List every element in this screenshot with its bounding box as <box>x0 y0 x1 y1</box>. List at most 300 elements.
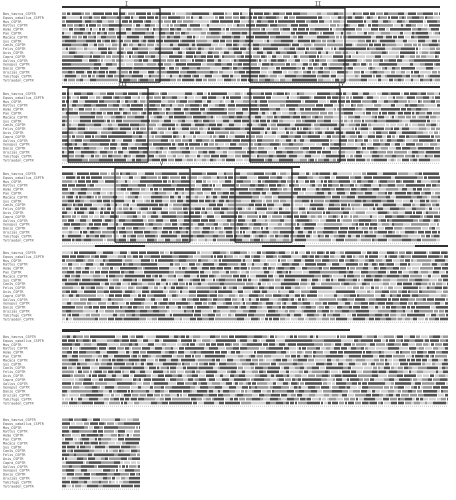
residue-segment <box>309 131 311 134</box>
residue-segment <box>274 204 279 207</box>
residue-segment <box>122 20 126 23</box>
residue-segment <box>357 147 361 150</box>
residue-segment <box>361 63 366 66</box>
residue-segment <box>411 239 417 242</box>
residue-segment <box>332 79 334 82</box>
domain-label: I <box>125 1 129 8</box>
residue-segment <box>407 120 410 123</box>
residue-segment <box>80 231 82 234</box>
residue-segment <box>64 108 67 111</box>
residue-segment <box>412 255 417 258</box>
residue-segment <box>227 63 232 66</box>
residue-segment <box>205 75 210 78</box>
residue-segment <box>335 51 341 54</box>
residue-segment <box>250 112 255 115</box>
residue-segment <box>312 172 316 175</box>
residue-segment <box>288 59 295 62</box>
residue-segment <box>202 172 206 175</box>
residue-segment <box>189 263 195 266</box>
residue-segment <box>275 32 280 35</box>
residue-segment <box>260 139 262 142</box>
residue-segment <box>102 120 104 123</box>
residue-segment <box>98 44 104 47</box>
residue-segment <box>367 75 372 78</box>
residue-segment <box>332 239 336 242</box>
residue-segment <box>199 28 202 31</box>
residue-segment <box>94 67 99 70</box>
residue-segment <box>120 215 127 218</box>
residue-segment <box>147 235 149 238</box>
residue-segment <box>280 172 286 175</box>
residue-segment <box>89 215 93 218</box>
residue-segment <box>395 208 399 211</box>
residue-segment <box>153 211 156 214</box>
residue-segment <box>173 204 178 207</box>
residue-segment <box>338 96 345 99</box>
residue-segment <box>209 28 215 31</box>
residue-segment <box>292 51 296 54</box>
residue-segment <box>69 147 73 150</box>
residue-segment <box>234 120 241 123</box>
residue-segment <box>97 259 103 262</box>
residue-segment <box>356 192 363 195</box>
residue-segment <box>138 172 145 175</box>
residue-segment <box>313 63 317 66</box>
sequence-name: Rattus_CSPTR <box>3 262 28 267</box>
residue-segment <box>402 239 404 242</box>
residue-segment <box>280 231 287 234</box>
residue-segment <box>297 271 302 274</box>
residue-segment <box>305 259 312 262</box>
residue-segment <box>305 223 310 226</box>
residue-segment <box>421 271 428 274</box>
residue-segment <box>206 108 208 111</box>
residue-segment <box>193 231 200 234</box>
residue-segment <box>155 32 159 35</box>
residue-segment <box>190 227 195 230</box>
residue-segment <box>257 104 260 107</box>
residue-segment <box>365 36 371 39</box>
residue-segment <box>400 267 406 270</box>
residue-segment <box>394 24 401 27</box>
residue-segment <box>330 20 332 23</box>
residue-segment <box>190 251 196 254</box>
residue-segment <box>334 255 341 258</box>
residue-segment <box>118 55 124 58</box>
residue-segment <box>117 188 121 191</box>
residue-segment <box>137 63 141 66</box>
residue-segment <box>377 92 382 95</box>
residue-segment <box>423 12 430 15</box>
residue-segment <box>214 231 219 234</box>
residue-segment <box>425 208 428 211</box>
residue-segment <box>204 44 209 47</box>
residue-segment <box>152 208 158 211</box>
residue-segment <box>283 71 285 74</box>
residue-segment <box>164 176 167 179</box>
residue-segment <box>164 63 171 66</box>
residue-segment <box>214 55 219 58</box>
residue-segment <box>317 63 319 66</box>
residue-segment <box>430 172 434 175</box>
residue-segment <box>309 172 311 175</box>
residue-segment <box>69 48 76 51</box>
residue-segment <box>158 151 162 154</box>
residue-segment <box>354 275 358 278</box>
residue-segment <box>230 28 237 31</box>
residue-segment <box>354 71 360 74</box>
residue-segment <box>79 112 82 115</box>
residue-segment <box>408 40 415 43</box>
residue-segment <box>112 208 114 211</box>
residue-segment <box>413 139 418 142</box>
residue-segment <box>299 239 306 242</box>
residue-segment <box>88 259 94 262</box>
residue-segment <box>126 63 133 66</box>
residue-segment <box>252 108 259 111</box>
residue-segment <box>365 120 367 123</box>
residue-segment <box>413 63 420 66</box>
residue-segment <box>435 192 440 195</box>
residue-segment <box>426 184 431 187</box>
residue-segment <box>283 204 290 207</box>
residue-segment <box>90 172 94 175</box>
residue-segment <box>323 267 329 270</box>
residue-segment <box>234 124 241 127</box>
residue-segment <box>192 96 194 99</box>
residue-segment <box>125 100 128 103</box>
residue-segment <box>436 63 440 66</box>
residue-segment <box>136 159 141 162</box>
residue-segment <box>237 180 243 183</box>
residue-segment <box>228 79 231 82</box>
residue-segment <box>223 28 225 31</box>
residue-segment <box>189 48 191 51</box>
residue-segment <box>429 44 435 47</box>
residue-segment <box>109 231 113 234</box>
residue-segment <box>290 116 293 119</box>
residue-segment <box>361 271 368 274</box>
residue-segment <box>309 55 316 58</box>
residue-segment <box>157 196 162 199</box>
residue-segment <box>75 143 77 146</box>
residue-segment <box>344 223 348 226</box>
residue-segment <box>233 75 240 78</box>
residue-segment <box>220 92 227 95</box>
residue-segment <box>155 200 162 203</box>
residue-segment <box>94 172 99 175</box>
residue-segment <box>348 24 350 27</box>
residue-segment <box>114 63 117 66</box>
residue-segment <box>235 155 241 158</box>
residue-segment <box>386 36 388 39</box>
residue-segment <box>182 267 185 270</box>
residue-segment <box>72 96 77 99</box>
residue-segment <box>250 227 252 230</box>
residue-segment <box>199 147 206 150</box>
residue-segment <box>254 92 261 95</box>
residue-segment <box>313 235 318 238</box>
residue-segment <box>204 116 206 119</box>
residue-segment <box>356 211 360 214</box>
residue-segment <box>287 92 290 95</box>
residue-segment <box>195 63 201 66</box>
residue-segment <box>356 124 360 127</box>
residue-segment <box>423 96 429 99</box>
residue-segment <box>407 159 409 162</box>
residue-segment <box>261 71 267 74</box>
residue-segment <box>276 16 279 19</box>
residue-segment <box>428 259 431 262</box>
residue-segment <box>333 116 338 119</box>
residue-segment <box>363 96 367 99</box>
residue-segment <box>185 188 187 191</box>
residue-segment <box>137 215 141 218</box>
residue-segment <box>179 12 186 15</box>
residue-segment <box>204 100 206 103</box>
residue-segment <box>268 151 275 154</box>
residue-segment <box>154 96 161 99</box>
residue-segment <box>394 223 399 226</box>
residue-segment <box>241 267 247 270</box>
residue-segment <box>164 79 170 82</box>
residue-segment <box>410 155 412 158</box>
residue-segment <box>381 219 386 222</box>
residue-segment <box>395 176 397 179</box>
residue-segment <box>426 235 430 238</box>
residue-segment <box>334 208 336 211</box>
residue-segment <box>205 239 207 242</box>
residue-segment <box>144 20 146 23</box>
residue-segment <box>155 16 158 19</box>
residue-segment <box>277 271 282 274</box>
residue-segment <box>417 159 419 162</box>
residue-segment <box>432 104 436 107</box>
residue-segment <box>435 263 437 266</box>
residue-segment <box>295 267 301 270</box>
residue-segment <box>165 204 168 207</box>
residue-segment <box>344 116 347 119</box>
residue-segment <box>132 48 138 51</box>
residue-segment <box>62 259 65 262</box>
residue-segment <box>374 184 379 187</box>
residue-segment <box>267 51 272 54</box>
residue-segment <box>76 271 81 274</box>
residue-segment <box>403 96 407 99</box>
residue-segment <box>132 192 135 195</box>
residue-segment <box>400 263 407 266</box>
residue-segment <box>346 44 352 47</box>
residue-segment <box>241 20 248 23</box>
residue-segment <box>276 131 282 134</box>
residue-segment <box>261 24 267 27</box>
residue-segment <box>430 63 433 66</box>
residue-segment <box>229 67 232 70</box>
residue-segment <box>296 48 298 51</box>
residue-segment <box>304 92 311 95</box>
residue-segment <box>193 139 196 142</box>
residue-segment <box>271 63 273 66</box>
residue-segment <box>100 211 103 214</box>
residue-segment <box>189 44 192 47</box>
residue-segment <box>369 227 372 230</box>
residue-segment <box>133 16 139 19</box>
residue-segment <box>67 251 71 254</box>
residue-segment <box>303 63 308 66</box>
sequence-name: Xenopus_CSPTR <box>3 142 30 147</box>
residue-segment <box>330 63 337 66</box>
residue-segment <box>332 263 339 266</box>
residue-segment <box>358 128 361 131</box>
residue-segment <box>319 239 326 242</box>
residue-segment <box>337 219 340 222</box>
residue-segment <box>317 231 323 234</box>
residue-segment <box>238 208 242 211</box>
residue-segment <box>213 124 216 127</box>
residue-segment <box>151 196 157 199</box>
residue-segment <box>395 112 398 115</box>
residue-segment <box>62 239 67 242</box>
residue-segment <box>281 40 286 43</box>
residue-segment <box>424 176 427 179</box>
residue-segment <box>134 59 139 62</box>
residue-segment <box>253 79 258 82</box>
residue-segment <box>299 24 306 27</box>
residue-segment <box>203 263 210 266</box>
residue-segment <box>270 135 276 138</box>
residue-segment <box>199 104 202 107</box>
residue-segment <box>303 151 306 154</box>
residue-segment <box>290 211 296 214</box>
residue-segment <box>174 116 179 119</box>
residue-segment <box>290 36 293 39</box>
residue-segment <box>301 131 306 134</box>
residue-segment <box>62 219 67 222</box>
residue-segment <box>96 251 103 254</box>
residue-segment <box>401 108 406 111</box>
residue-segment <box>147 239 150 242</box>
residue-segment <box>62 108 64 111</box>
residue-segment <box>291 32 295 35</box>
residue-segment <box>76 75 80 78</box>
residue-segment <box>374 120 377 123</box>
residue-segment <box>424 151 426 154</box>
residue-segment <box>71 275 76 278</box>
residue-segment <box>309 151 316 154</box>
residue-segment <box>322 75 329 78</box>
residue-segment <box>318 116 323 119</box>
residue-segment <box>425 16 427 19</box>
residue-segment <box>268 55 271 58</box>
residue-segment <box>228 104 231 107</box>
residue-segment <box>215 48 222 51</box>
residue-segment <box>412 112 414 115</box>
residue-segment <box>183 20 189 23</box>
residue-segment <box>86 255 90 258</box>
residue-segment <box>223 96 225 99</box>
residue-segment <box>257 172 260 175</box>
residue-segment <box>202 135 205 138</box>
residue-segment <box>94 36 96 39</box>
residue-segment <box>287 128 292 131</box>
residue-segment <box>416 67 423 70</box>
residue-segment <box>409 51 415 54</box>
residue-segment <box>255 184 258 187</box>
residue-segment <box>377 71 384 74</box>
residue-segment <box>90 251 96 254</box>
residue-segment <box>191 108 194 111</box>
residue-segment <box>152 251 157 254</box>
residue-segment <box>274 275 279 278</box>
residue-segment <box>165 239 170 242</box>
residue-segment <box>397 159 401 162</box>
residue-segment <box>128 184 131 187</box>
residue-segment <box>348 36 352 39</box>
residue-segment <box>378 231 385 234</box>
residue-segment <box>87 196 91 199</box>
residue-segment <box>409 143 415 146</box>
domain-label: II <box>315 1 322 8</box>
residue-segment <box>400 259 404 262</box>
residue-segment <box>109 259 113 262</box>
residue-segment <box>363 92 369 95</box>
residue-segment <box>313 12 317 15</box>
residue-segment <box>179 75 181 78</box>
residue-segment <box>374 48 376 51</box>
residue-segment <box>422 51 428 54</box>
residue-segment <box>137 128 139 131</box>
residue-segment <box>412 184 416 187</box>
residue-segment <box>331 16 338 19</box>
residue-segment <box>189 63 195 66</box>
residue-segment <box>196 79 202 82</box>
residue-segment <box>421 184 425 187</box>
residue-segment <box>77 176 80 179</box>
residue-segment <box>141 12 146 15</box>
residue-segment <box>96 96 100 99</box>
residue-segment <box>283 100 286 103</box>
residue-segment <box>101 36 106 39</box>
residue-segment <box>73 131 78 134</box>
residue-segment <box>112 155 118 158</box>
residue-segment <box>300 147 303 150</box>
residue-segment <box>417 196 422 199</box>
residue-segment <box>203 40 207 43</box>
residue-segment <box>430 263 432 266</box>
residue-segment <box>128 24 132 27</box>
residue-segment <box>295 239 299 242</box>
residue-segment <box>159 112 165 115</box>
residue-segment <box>86 176 90 179</box>
residue-segment <box>121 75 124 78</box>
residue-segment <box>378 235 383 238</box>
residue-segment <box>89 223 93 226</box>
residue-segment <box>214 112 221 115</box>
residue-segment <box>222 159 225 162</box>
residue-segment <box>423 223 429 226</box>
residue-segment <box>127 188 130 191</box>
residue-segment <box>105 40 110 43</box>
residue-segment <box>390 116 392 119</box>
residue-segment <box>274 211 278 214</box>
residue-segment <box>369 196 376 199</box>
residue-segment <box>228 176 233 179</box>
residue-segment <box>399 255 401 258</box>
residue-segment <box>350 259 354 262</box>
residue-segment <box>324 180 327 183</box>
residue-segment <box>214 155 219 158</box>
residue-segment <box>343 12 349 15</box>
